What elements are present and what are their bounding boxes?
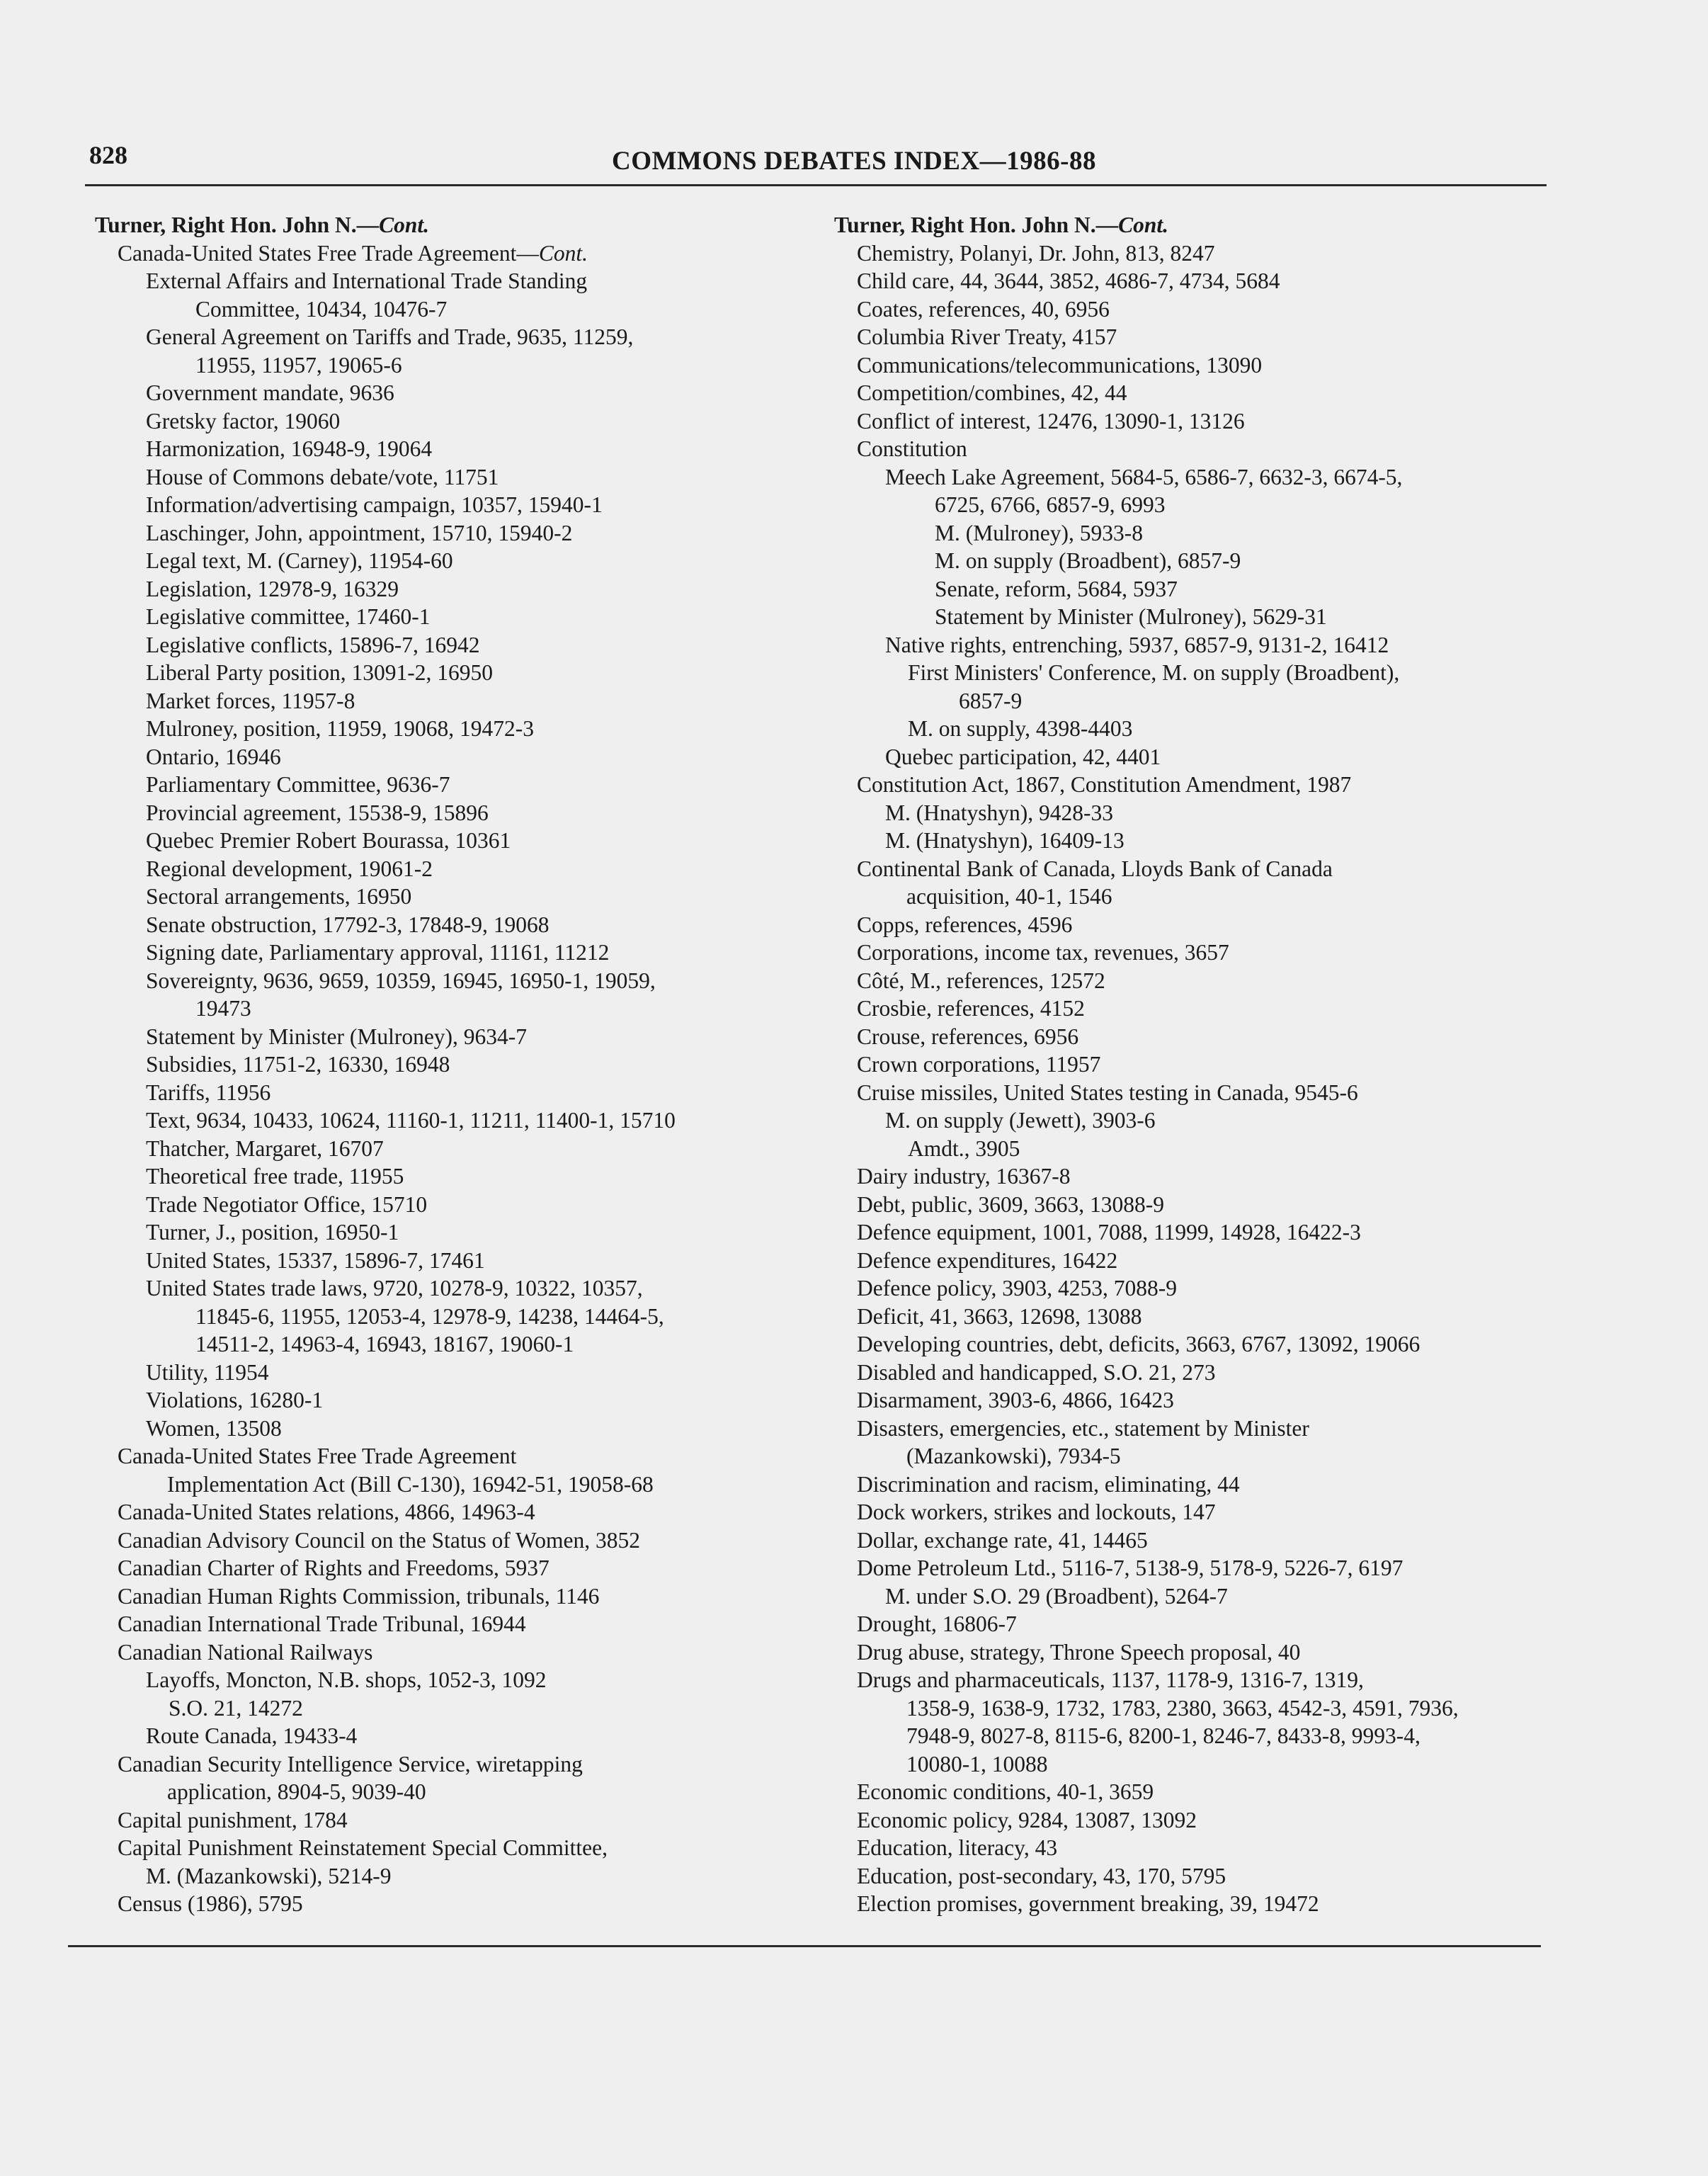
entry-text: 7948-9, 8027-8, 8115-6, 8200-1, 8246-7, 8433-8, 9993-4, [906,1723,1421,1748]
index-entry [89,1106,797,1135]
entry-text: Theoretical free trade, 11955 [146,1164,404,1189]
entry-text: Copps, references, 4596 [857,912,1073,937]
entry-text: Education, literacy, 43 [857,1835,1058,1860]
entry-text: Conflict of interest, 12476, 13090-1, 13126 [857,408,1245,434]
index-entry [89,1750,797,1779]
index-entry [829,1303,1537,1331]
header-rule [85,184,1547,186]
entry-text: Senate, reform, 5684, 5937 [935,576,1178,601]
entry-text: Canada-United States relations, 4866, 14963-4 [118,1500,535,1524]
index-entry [89,1303,797,1331]
index-entry [829,1470,1537,1499]
index-entry [89,1274,797,1303]
entry-text: Turner, J., position, 16950-1 [146,1220,399,1245]
entry-text: Turner, Right Hon. John N.— [834,212,1119,237]
index-entry [829,603,1537,631]
index-entry [829,267,1537,295]
entry-text: Columbia River Treaty, 4157 [857,324,1117,349]
index-entry [829,1722,1537,1750]
footer-rule [68,1945,1541,1947]
index-entry [89,463,797,492]
index-entry [89,743,797,771]
entry-text: Education, post-secondary, 43, 170, 5795 [857,1863,1226,1888]
index-entry [89,603,797,631]
entry-text: Crosbie, references, 4152 [857,996,1085,1021]
entry-text: Quebec Premier Robert Bourassa, 10361 [146,828,511,853]
entry-text: Developing countries, debt, deficits, 3663, 6767, 13092, 19066 [857,1332,1421,1356]
entry-text: application, 8904-5, 9039-40 [167,1779,426,1804]
index-entry [829,715,1537,743]
index-entry [829,1890,1537,1918]
entry-text: Defence expenditures, 16422 [857,1247,1118,1273]
entry-text: Disasters, emergencies, etc., statement by Minister [857,1415,1309,1441]
index-entry [829,323,1537,351]
index-entry [829,1079,1537,1107]
index-entry [89,1247,797,1275]
index-entry [89,435,797,463]
entry-text: Legal text, M. (Carney), 11954-60 [146,548,453,573]
entry-text: Regional development, 19061-2 [146,856,433,881]
index-entry [829,435,1537,463]
index-entry [829,855,1537,883]
index-entry [89,1023,797,1051]
entry-text: Sovereignty, 9636, 9659, 10359, 16945, 16950-1, 19059, [146,968,656,993]
index-entry [829,575,1537,604]
entry-text: M. (Mulroney), 5933-8 [935,520,1143,545]
index-entry [89,1694,797,1723]
entry-text: (Mazankowski), 7934-5 [906,1444,1121,1468]
index-entry [829,1862,1537,1891]
index-entry [89,1218,797,1247]
index-entry [829,659,1537,687]
entry-text: Drugs and pharmaceuticals, 1137, 1178-9, 1316-7, 1319, [857,1667,1364,1692]
index-entry [89,547,797,575]
entry-text: Amdt., 3905 [908,1135,1020,1161]
entry-text: General Agreement on Tariffs and Trade, 9635, 11259, [146,324,634,349]
page-number: 828 [89,141,127,169]
entry-text: Thatcher, Margaret, 16707 [146,1135,384,1161]
index-entry [89,295,797,324]
entry-text: Dome Petroleum Ltd., 5116-7, 5138-9, 5178-9, 5226-7, 6197 [857,1556,1404,1580]
entry-text: Meech Lake Agreement, 5684-5, 6586-7, 6632-3, 6674-5, [885,464,1403,489]
index-entry [89,1834,797,1862]
index-entry [89,855,797,883]
index-entry [89,407,797,436]
entry-text: Deficit, 41, 3663, 12698, 13088 [857,1303,1142,1329]
entry-text: Layoffs, Moncton, N.B. shops, 1052-3, 1092 [146,1667,547,1692]
index-entry [829,1582,1537,1611]
index-entry [89,799,797,827]
entry-text: S.O. 21, 14272 [169,1695,303,1721]
index-entry [829,631,1537,659]
continued-marker: Cont. [379,212,430,237]
index-entry [829,1162,1537,1191]
continued-marker: Cont. [1118,212,1169,237]
entry-text: Native rights, entrenching, 5937, 6857-9, 9131-2, 16412 [885,632,1389,657]
index-entry [89,575,797,604]
index-entry [829,687,1537,715]
entry-text: Market forces, 11957-8 [146,688,355,713]
entry-text: 6857-9 [959,688,1023,713]
index-entry [829,1135,1537,1163]
index-entry [89,631,797,659]
index-entry [89,1162,797,1191]
entry-text: Canadian Charter of Rights and Freedoms, 5937 [118,1556,550,1580]
entry-text: Canada-United States Free Trade Agreement [118,1444,517,1468]
index-entry [89,351,797,380]
entry-text: Corporations, income tax, revenues, 3657 [857,940,1229,965]
index-entry [89,267,797,295]
entry-text: 19473 [195,996,251,1021]
entry-text: Chemistry, Polanyi, Dr. John, 813, 8247 [857,240,1215,266]
index-entry [829,1023,1537,1051]
entry-text: M. (Mazankowski), 5214-9 [146,1863,392,1888]
entry-text: Laschinger, John, appointment, 15710, 15940-2 [146,520,573,545]
entry-text: Statement by Minister (Mulroney), 9634-7 [146,1024,528,1049]
entry-text: Harmonization, 16948-9, 19064 [146,436,433,461]
index-entry [89,1722,797,1750]
entry-text: M. (Hnatyshyn), 16409-13 [885,828,1125,853]
entry-text: Competition/combines, 42, 44 [857,380,1127,405]
entry-text: Economic conditions, 40-1, 3659 [857,1779,1154,1804]
index-column-right [829,211,1537,1918]
index-entry [829,1330,1537,1359]
entry-text: Information/advertising campaign, 10357, 15940-1 [146,492,603,517]
entry-text: Discrimination and racism, eliminating, 44 [857,1471,1240,1497]
entry-text: Quebec participation, 42, 4401 [885,744,1161,769]
index-entry [829,1050,1537,1079]
entry-text: Election promises, government breaking, 39, 19472 [857,1891,1319,1916]
entry-text: Constitution Act, 1867, Constitution Amendment, 1987 [857,772,1352,797]
index-entry [829,463,1537,492]
index-entry [829,1778,1537,1806]
entry-text: Subsidies, 11751-2, 16330, 16948 [146,1052,450,1077]
index-entry [829,1106,1537,1135]
entry-text: Violations, 16280-1 [146,1388,324,1412]
index-entry [89,379,797,407]
entry-text: Trade Negotiator Office, 15710 [146,1191,428,1217]
entry-text: Côté, M., references, 12572 [857,968,1105,993]
entry-text: Mulroney, position, 11959, 19068, 19472-3 [146,716,535,741]
index-entry [89,491,797,519]
index-entry [89,827,797,855]
entry-text: Capital punishment, 1784 [118,1807,348,1832]
index-entry [829,1359,1537,1387]
index-entry [829,1191,1537,1219]
index-entry [89,1415,797,1443]
entry-text: External Affairs and International Trade Standing [146,268,588,293]
entry-text: Text, 9634, 10433, 10624, 11160-1, 11211, 11400-1, 15710 [146,1108,676,1133]
entry-text: Disarmament, 3903-6, 4866, 16423 [857,1388,1174,1412]
entry-text: M. (Hnatyshyn), 9428-33 [885,800,1113,825]
index-entry [829,939,1537,967]
index-entry [829,994,1537,1023]
entry-text: Legislative committee, 17460-1 [146,604,431,629]
entry-text: Utility, 11954 [146,1359,269,1385]
index-heading [829,211,1537,239]
index-entry [829,827,1537,855]
index-entry [89,1610,797,1638]
index-entry [829,1442,1537,1470]
index-entry [89,1638,797,1667]
entry-text: Senate obstruction, 17792-3, 17848-9, 19068 [146,912,550,937]
index-entry [89,1778,797,1806]
entry-text: Legislation, 12978-9, 16329 [146,576,399,601]
index-entry [829,1806,1537,1835]
entry-text: Continental Bank of Canada, Lloyds Bank of Canada [857,856,1333,881]
index-column-left [89,211,797,1918]
index-entry [89,1135,797,1163]
entry-text: Canadian Security Intelligence Service, wiretapping [118,1751,583,1776]
entry-text: Defence equipment, 1001, 7088, 11999, 14928, 16422-3 [857,1220,1361,1245]
entry-text: Cruise missiles, United States testing in Canada, 9545-6 [857,1080,1358,1105]
index-entry [89,939,797,967]
entry-text: Women, 13508 [146,1415,282,1441]
entry-text: Canada-United States Free Trade Agreement— [118,240,539,266]
entry-text: Tariffs, 11956 [146,1080,271,1105]
entry-text: Sectoral arrangements, 16950 [146,884,412,909]
index-entry [829,967,1537,995]
index-entry [89,1079,797,1107]
index-entry [89,1526,797,1555]
entry-text: 11845-6, 11955, 12053-4, 12978-9, 14238, 14464-5, [195,1303,664,1329]
index-entry [829,1610,1537,1638]
index-entry [89,1330,797,1359]
entry-text: M. under S.O. 29 (Broadbent), 5264-7 [885,1583,1228,1609]
entry-text: M. on supply, 4398-4403 [908,716,1133,741]
entry-text: Gretsky factor, 19060 [146,408,341,434]
entry-text: Drought, 16806-7 [857,1611,1017,1636]
index-entry [829,1415,1537,1443]
index-entry [89,1666,797,1694]
entry-text: Legislative conflicts, 15896-7, 16942 [146,632,480,657]
index-entry [829,407,1537,436]
index-entry [89,715,797,743]
index-entry [89,239,797,268]
entry-text: Canadian Advisory Council on the Status of Women, 3852 [118,1527,640,1553]
index-entry [829,1638,1537,1667]
index-entry [829,351,1537,380]
entry-text: Implementation Act (Bill C-130), 16942-51, 19058-68 [167,1471,654,1497]
entry-text: United States trade laws, 9720, 10278-9, 10322, 10357, [146,1276,643,1300]
index-entry [829,771,1537,799]
index-entry [89,1191,797,1219]
entry-text: M. on supply (Broadbent), 6857-9 [935,548,1241,573]
entry-text: Route Canada, 19433-4 [146,1723,358,1748]
index-entry [89,1442,797,1470]
entry-text: Dock workers, strikes and lockouts, 147 [857,1500,1216,1524]
index-entry [89,1862,797,1891]
index-entry [89,1050,797,1079]
index-entry [829,239,1537,268]
entry-text: Canadian National Railways [118,1639,373,1665]
entry-text: Turner, Right Hon. John N.— [95,212,380,237]
entry-text: House of Commons debate/vote, 11751 [146,464,499,489]
entry-text: Canadian International Trade Tribunal, 16944 [118,1611,526,1636]
index-entry [829,911,1537,939]
entry-text: M. on supply (Jewett), 3903-6 [885,1108,1156,1133]
index-entry [829,547,1537,575]
entry-text: 14511-2, 14963-4, 16943, 18167, 19060-1 [195,1332,574,1356]
index-entry [89,1554,797,1582]
entry-text: Communications/telecommunications, 13090 [857,352,1263,378]
index-entry [89,883,797,911]
index-entry [829,799,1537,827]
index-entry [89,1498,797,1526]
index-entry [829,491,1537,519]
entry-text: Defence policy, 3903, 4253, 7088-9 [857,1276,1177,1300]
entry-text: Crouse, references, 6956 [857,1024,1079,1049]
index-entry [829,519,1537,548]
entry-text: 10080-1, 10088 [906,1751,1048,1776]
entry-text: Census (1986), 5795 [118,1891,303,1916]
running-head: COMMONS DEBATES INDEX—1986-88 [612,147,1096,176]
index-entry [89,1386,797,1415]
entry-text: Committee, 10434, 10476-7 [195,296,448,322]
index-entry [829,1750,1537,1779]
entry-text: First Ministers' Conference, M. on supply (Broadbent), [908,660,1400,685]
index-entry [89,1582,797,1611]
index-entry [89,687,797,715]
index-entry [89,659,797,687]
index-entry [829,1247,1537,1275]
index-entry [89,994,797,1023]
entry-text: Constitution [857,436,967,461]
entry-text: Child care, 44, 3644, 3852, 4686-7, 4734, 5684 [857,268,1280,293]
entry-text: Dollar, exchange rate, 41, 14465 [857,1527,1148,1553]
index-entry [89,771,797,799]
entry-text: 11955, 11957, 19065-6 [195,352,402,378]
entry-text: acquisition, 40-1, 1546 [906,884,1112,909]
index-entry [829,1218,1537,1247]
entry-text: Statement by Minister (Mulroney), 5629-31 [935,604,1327,629]
entry-text: 6725, 6766, 6857-9, 6993 [935,492,1166,517]
index-entry [829,295,1537,324]
index-entry [829,883,1537,911]
index-entry [89,1470,797,1499]
entry-text: Ontario, 16946 [146,744,281,769]
entry-text: Crown corporations, 11957 [857,1052,1101,1077]
index-entry [829,1386,1537,1415]
index-entry [89,967,797,995]
index-entry [829,743,1537,771]
entry-text: Economic policy, 9284, 13087, 13092 [857,1807,1197,1832]
index-entry [89,519,797,548]
entry-text: Government mandate, 9636 [146,380,394,405]
entry-text: Dairy industry, 16367-8 [857,1164,1071,1189]
index-entry [829,1666,1537,1694]
entry-text: United States, 15337, 15896-7, 17461 [146,1247,485,1273]
index-entry [829,1498,1537,1526]
entry-text: Canadian Human Rights Commission, tribunals, 1146 [118,1583,600,1609]
entry-text: Capital Punishment Reinstatement Special Committee, [118,1835,608,1860]
index-entry [89,323,797,351]
index-entry [89,1359,797,1387]
index-entry [829,1274,1537,1303]
index-entry [829,1694,1537,1723]
entry-text: Debt, public, 3609, 3663, 13088-9 [857,1191,1164,1217]
continued-marker: Cont. [538,240,588,266]
entry-text: Drug abuse, strategy, Throne Speech proposal, 40 [857,1639,1301,1665]
entry-text: Signing date, Parliamentary approval, 11161, 11212 [146,940,610,965]
index-entry [89,1890,797,1918]
index-heading [89,211,797,239]
entry-text: Disabled and handicapped, S.O. 21, 273 [857,1359,1216,1385]
index-entry [89,911,797,939]
index-entry [89,1806,797,1835]
entry-text: Liberal Party position, 13091-2, 16950 [146,660,493,685]
index-entry [829,379,1537,407]
index-entry [829,1834,1537,1862]
entry-text: Parliamentary Committee, 9636-7 [146,772,450,797]
entry-text: Coates, references, 40, 6956 [857,296,1110,322]
index-entry [829,1526,1537,1555]
index-entry [829,1554,1537,1582]
entry-text: 1358-9, 1638-9, 1732, 1783, 2380, 3663, 4542-3, 4591, 7936, [906,1695,1459,1721]
entry-text: Provincial agreement, 15538-9, 15896 [146,800,489,825]
